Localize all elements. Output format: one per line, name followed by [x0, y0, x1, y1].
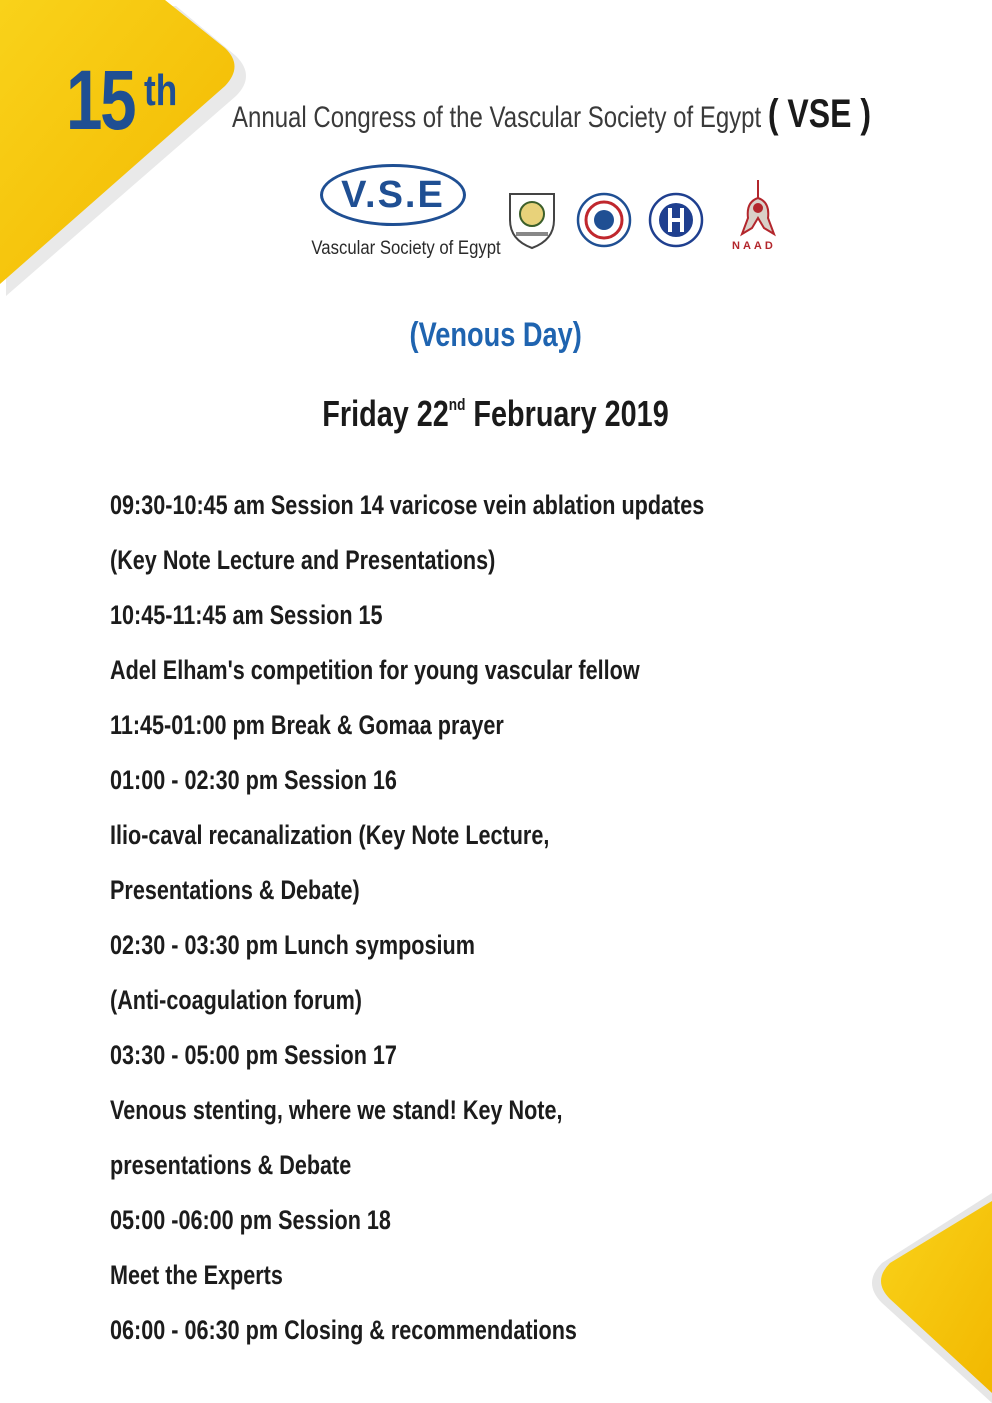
egyptian-venous-forum-logo [504, 190, 560, 250]
vse-logo-oval [320, 164, 466, 226]
program-line: 01:00 - 02:30 pm Session 16 [110, 765, 397, 795]
program-line: 06:00 - 06:30 pm Closing & recommendations [110, 1315, 577, 1345]
program-line: Meet the Experts [110, 1260, 283, 1290]
union-internationale-phlebologie-logo [648, 190, 704, 250]
program-line: (Key Note Lecture and Presentations) [110, 545, 496, 575]
naad-logo-label: NAAD [732, 240, 776, 252]
program-line: Presentations & Debate) [110, 875, 360, 905]
vse-logo-caption: Vascular Society of Egypt [311, 238, 501, 259]
congress-title [232, 92, 871, 137]
program-list [110, 486, 853, 1366]
corner-decoration-top-left [0, 0, 260, 300]
event-date-rest: February 2019 [465, 393, 670, 434]
event-date-ordinal: nd [449, 395, 466, 414]
program-line: Adel Elham's competition for young vascular fellow [110, 655, 640, 685]
program-line: 10:45-11:45 am Session 15 [110, 600, 383, 630]
congress-abbreviation: ( VSE ) [767, 92, 871, 136]
naad-logo [730, 178, 786, 240]
program-line: presentations & Debate [110, 1150, 352, 1180]
dvg-logo [576, 190, 632, 250]
edition-number-suffix: th [144, 66, 178, 115]
event-date [0, 393, 992, 435]
vse-logo-mark: V.S.E [341, 173, 445, 216]
congress-title-text: Annual Congress of the Vascular Society of Egypt [232, 101, 762, 134]
edition-number-value: 15 [66, 53, 135, 147]
vse-logo [300, 160, 501, 270]
program-line: 11:45-01:00 pm Break & Gomaa prayer [110, 710, 504, 740]
program-line: Ilio-caval recanalization (Key Note Lecture, [110, 820, 550, 850]
event-date-prefix: Friday 22 [322, 393, 450, 434]
program-line: 02:30 - 03:30 pm Lunch symposium [110, 930, 475, 960]
program-line: 05:00 -06:00 pm Session 18 [110, 1205, 391, 1235]
day-title-text: (Venous Day) [409, 316, 583, 354]
program-line: 03:30 - 05:00 pm Session 17 [110, 1040, 397, 1070]
program-line: 09:30-10:45 am Session 14 varicose vein ablation updates [110, 490, 705, 520]
day-title [0, 316, 992, 355]
program-line: Venous stenting, where we stand! Key Note, [110, 1095, 563, 1125]
edition-number [66, 53, 178, 147]
program-line: (Anti-coagulation forum) [110, 985, 362, 1015]
corner-decoration-bottom-right [862, 1193, 992, 1403]
partner-logos [300, 160, 800, 270]
